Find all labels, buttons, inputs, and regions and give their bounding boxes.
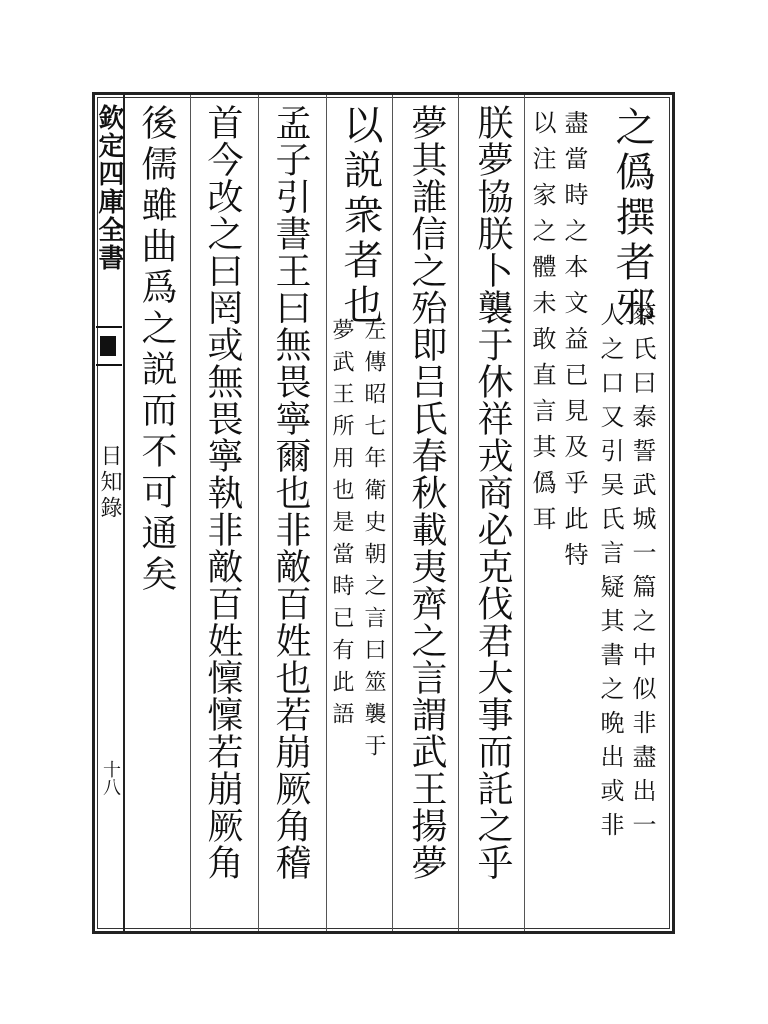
- column-rule: [392, 95, 393, 931]
- text-column-note: 盡當時之本文益已見及乎此特: [560, 110, 588, 578]
- text-column-note: 左傳昭七年衛史朝之言曰筮襲于: [361, 318, 386, 766]
- column-rule: [524, 95, 525, 931]
- spine-title: 欽定四庫全書: [94, 104, 124, 272]
- text-column-note: 以注家之體未敢直言其僞耳: [528, 110, 556, 542]
- text-column-main: 夢其誰信之殆即吕氏春秋載夷齊之言謂武王揚夢: [406, 104, 447, 881]
- column-rule: [458, 95, 459, 931]
- text-column-note: 蔡氏曰泰誓武城一篇之中似非盡出一: [628, 302, 656, 846]
- text-column-note: 夢武王所用也是當時已有此語: [329, 318, 354, 734]
- column-rule: [326, 95, 327, 931]
- text-column-main: 朕夢協朕卜襲于休祥戎商必克伐君大事而託之乎: [472, 104, 513, 881]
- text-column-main: 之僞撰者邪: [609, 106, 655, 331]
- text-column-main: 首今改之曰罔或無畏寧執非敵百姓懍懍若崩厥角: [202, 104, 243, 881]
- column-rule: [190, 95, 191, 931]
- text-column-main: 後儒雖曲爲之説而不可通矣: [136, 104, 177, 596]
- text-column-note: 人之口又引吴氏言疑其書之晩出或非: [596, 302, 624, 846]
- text-column-main: 以説衆者也: [337, 104, 383, 329]
- text-column-main: 孟子引書王曰無畏寧爾也非敵百姓也若崩厥角稽: [270, 104, 311, 881]
- fishtail-mark: [96, 326, 122, 366]
- column-rule: [258, 95, 259, 931]
- spine-book-title: 日知錄: [97, 444, 122, 522]
- spine-page-number: 十八: [100, 760, 121, 796]
